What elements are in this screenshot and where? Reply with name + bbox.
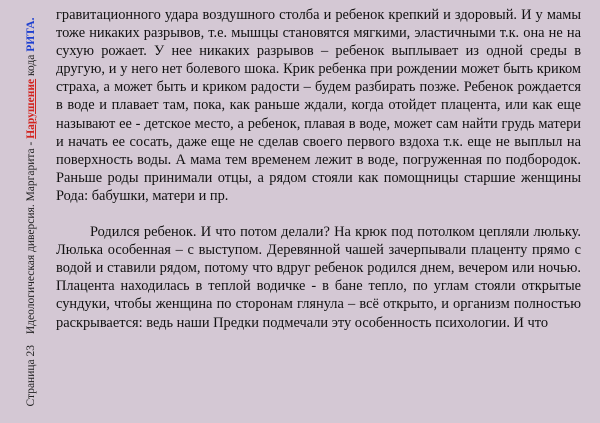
paragraph-2: Родился ребенок. И что потом делали? На крюк под потолком цепляли люльку. Люлька особенная – с выступом. Деревянной чашей зачерпывали плаценту прямо с водой и ставили рядом, потому что вдруг ребенок родился днем, вечером или ночью. Плацента находилась в теплой водичке - в бане тепло, по углам стояли открытые сундуки, чтобы женщина по сторонам глянула – всё открыто, и организм полностью раскрывается: ведь наши Предки подмечали эту особенность психологии. И что xyxy=(56,224,581,331)
paragraph-1: гравитационного удара воздушного столба и ребенок крепкий и здоровый. И у мамы тоже никаких разрывов, т.е. мышцы становятся мягкими, эластичными т.к. она не на сухую рожает. У нее никаких разрывов – ребенок выплывает из одной среды в другую, и у него нет болевого шока. Крик ребенка при рождении может быть криком страха, а может быть и криком радости – будем разбирать позже. Ребенок рождается в воде и плавает там, пока, как раньше ждали, когда отойдет плацента, или как еще называют ее - детское место, а ребенок, плавая в воде, может сам найти грудь матери и начать ее сосать, даже еще не сделав своего первого вздоха т.к. еще не выплыл на поверхность воды. А мама тем временем лежит в воде, погруженная по подбородок. Раньше роды принимали отцы, а рядом стояли как помощницы старшие женщины Рода: бабушки, матери и пр. xyxy=(56,7,581,204)
title-highlight-red: Нарушение xyxy=(25,78,37,139)
document-title: Идеологическая диверсия. Маргарита - xyxy=(25,138,37,334)
title-highlight-blue: РИТА. xyxy=(25,17,37,52)
title-middle: кода xyxy=(25,51,37,79)
page-body xyxy=(56,6,581,332)
page-sidebar xyxy=(19,0,43,423)
page-number-label: Страница 23 xyxy=(25,344,37,406)
vertical-header xyxy=(24,17,38,406)
